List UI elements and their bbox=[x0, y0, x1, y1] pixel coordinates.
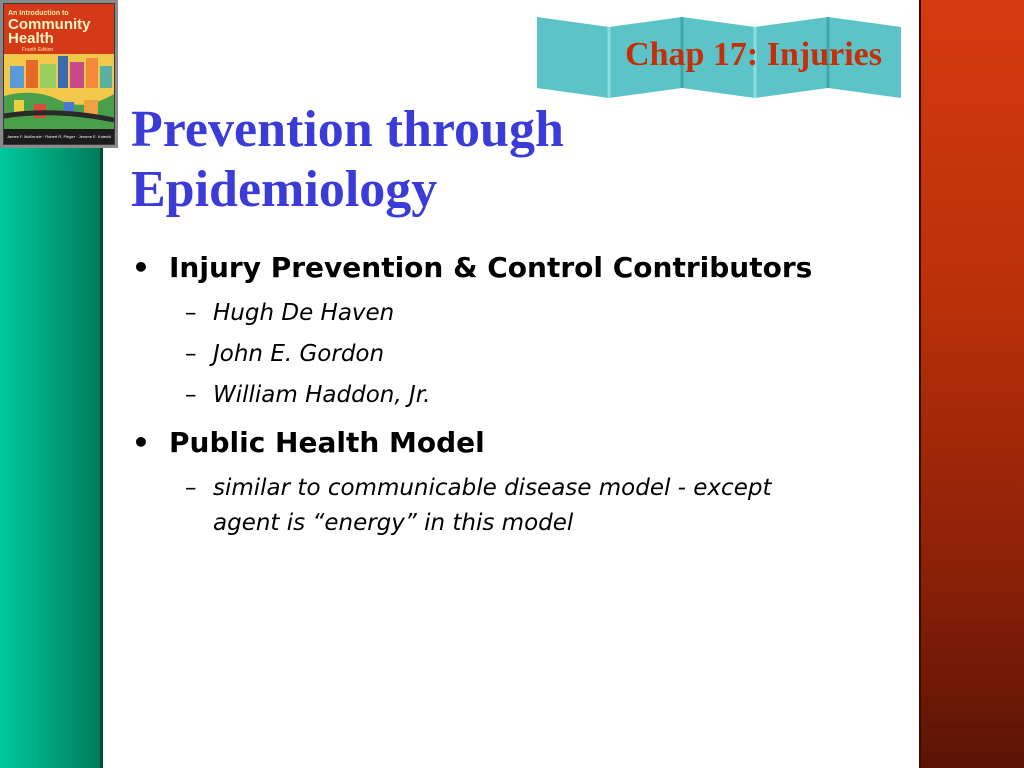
sub-bullet-item bbox=[130, 471, 773, 541]
chapter-label: Chap 17: Injuries bbox=[625, 36, 882, 73]
right-decorative-bar bbox=[921, 0, 1024, 768]
sub-bullet-text: John E. Gordon bbox=[213, 341, 385, 367]
sub-bullet-item bbox=[130, 296, 850, 331]
bullet-item bbox=[130, 423, 850, 463]
bullet-text: Public Health Model bbox=[169, 426, 485, 459]
slide-title: Prevention through Epidemiology bbox=[131, 101, 564, 218]
book-edition: Fourth Edition bbox=[22, 47, 54, 53]
dash-marker: – bbox=[185, 300, 197, 326]
book-title-line1: An Introduction to bbox=[8, 10, 69, 17]
book-authors: James F. McKenzie · Robert R. Pinger · Jerome E. Kotecki bbox=[7, 134, 112, 139]
sub-bullet-text: Hugh De Haven bbox=[213, 300, 395, 326]
dash-marker: – bbox=[185, 341, 197, 367]
sub-bullet-item bbox=[130, 337, 850, 372]
bullet-list bbox=[130, 248, 850, 547]
dash-marker: – bbox=[185, 382, 197, 408]
book-cover-art bbox=[3, 3, 115, 145]
book-cover-image bbox=[0, 0, 118, 148]
bullet-item bbox=[130, 248, 850, 288]
bullet-text: Injury Prevention & Control Contributors bbox=[169, 251, 813, 284]
dash-marker: – bbox=[185, 475, 197, 501]
bullet-dot: • bbox=[132, 426, 150, 459]
sub-bullet-item bbox=[130, 378, 850, 413]
bullet-dot: • bbox=[132, 251, 150, 284]
sub-bullet-text: similar to communicable disease model - except agent is “energy” in this model bbox=[213, 475, 772, 536]
book-title-line2: Community Health bbox=[8, 16, 91, 47]
sub-bullet-text: William Haddon, Jr. bbox=[213, 382, 431, 408]
